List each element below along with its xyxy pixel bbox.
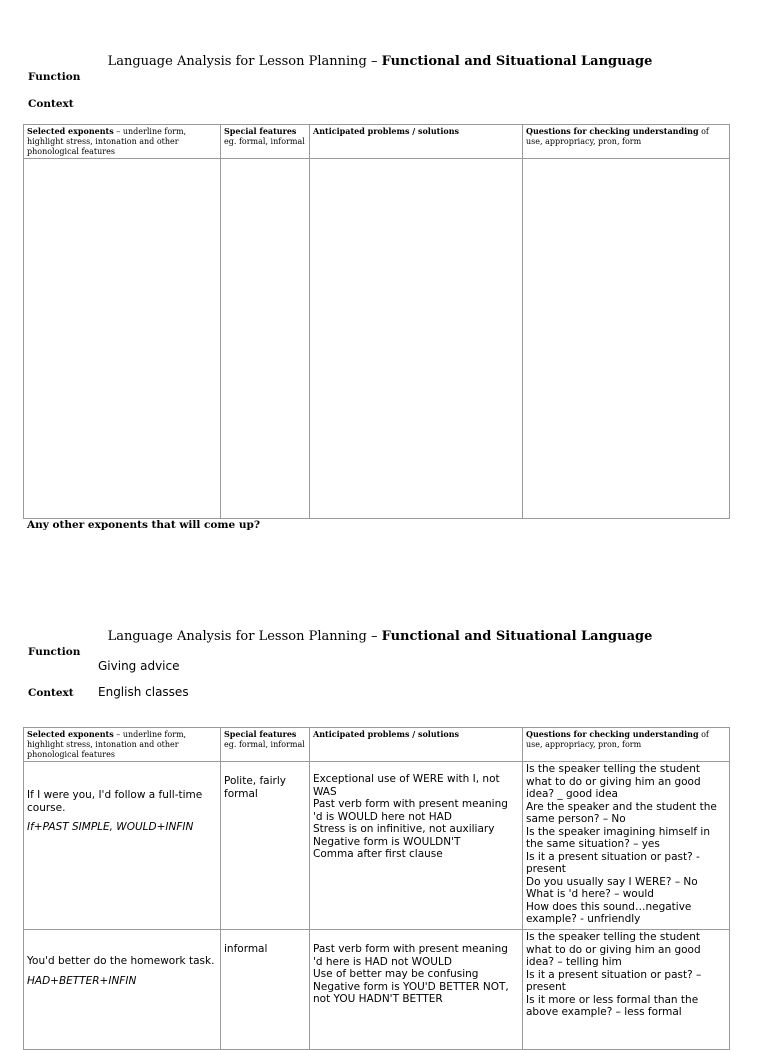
form2-header-features-bold: Special features: [224, 729, 297, 739]
exponent-text: You'd better do the homework task.: [27, 955, 215, 967]
question-line: Do you usually say I WERE? – No: [526, 875, 698, 888]
features-cell: [221, 930, 310, 1050]
question-line: Is it a present situation or past? – present: [526, 968, 702, 993]
question-line: Are the speaker and the student the same person? – No: [526, 800, 717, 825]
problems-cell: [310, 762, 523, 930]
exponent-cell: [24, 762, 221, 930]
form1-header-exponents: [24, 125, 221, 159]
problems-cell: [310, 930, 523, 1050]
exponent-cell: [24, 930, 221, 1050]
question-line: Is the speaker telling the student what to do or giving him an good idea? – telling him: [526, 931, 701, 968]
question-line: Is it a present situation or past? - present: [526, 850, 700, 875]
question-line: Is the speaker imagining himself in the same situation? – yes: [526, 825, 710, 850]
form1-empty-cell: [24, 159, 221, 519]
form2-header-exponents: [24, 728, 221, 762]
table-row: [24, 930, 730, 1050]
question-line: Is the speaker telling the student what to do or giving him an good idea? _ good idea: [526, 763, 701, 800]
problem-line: 'd here is HAD not WOULD: [313, 955, 452, 968]
problem-line: Comma after first clause: [313, 848, 443, 860]
problem-line: Past verb form with present meaning: [313, 798, 508, 810]
form1-header-features-rest: eg. formal, informal: [224, 137, 305, 146]
problem-line: Negative form is WOULDN'T: [313, 835, 461, 848]
features-text: Polite, fairly formal: [224, 775, 286, 800]
form2-context-label: Context: [28, 687, 74, 699]
form2-title-regular: Language Analysis for Lesson Planning –: [107, 629, 382, 644]
form2-function-value: Giving advice: [98, 659, 180, 673]
form1-empty-cell: [523, 159, 730, 519]
form1-header-questions-rest: of use, appropriacy, pron, form: [526, 127, 709, 146]
form1-header-features: [221, 125, 310, 159]
form1-analysis-table: [23, 124, 730, 519]
form2-header-problems-bold: Anticipated problems / solutions: [313, 729, 460, 739]
form1-header-problems: [310, 125, 523, 159]
form1-title-regular: Language Analysis for Lesson Planning –: [107, 54, 382, 69]
questions-cell: [523, 762, 730, 930]
form1-header-features-bold: Special features: [224, 126, 297, 136]
form1-footer-note: Any other exponents that will come up?: [27, 519, 260, 531]
form1-header-exponents-bold: Selected exponents: [27, 126, 114, 136]
problem-line: 'd is WOULD here not HAD: [313, 810, 452, 823]
form2-context-value: English classes: [98, 685, 189, 699]
form1-title: [0, 54, 760, 69]
form2-title: [0, 629, 760, 644]
form1-header-questions: [523, 125, 730, 159]
form1-context-label: Context: [28, 98, 74, 110]
form2-header-features: [221, 728, 310, 762]
exponent-formula: If+PAST SIMPLE, WOULD+INFIN: [27, 821, 194, 833]
form2-analysis-table: [23, 727, 730, 1050]
form1-empty-cell: [310, 159, 523, 519]
form1-header-questions-bold: Questions for checking understanding: [526, 126, 699, 136]
exponent-formula: HAD+BETTER+INFIN: [27, 974, 137, 987]
form2-header-problems: [310, 728, 523, 762]
problem-line: Stress is on infinitive, not auxiliary: [313, 823, 495, 835]
form2-header-features-rest: eg. formal, informal: [224, 740, 305, 749]
questions-cell: [523, 930, 730, 1050]
form2-function-label: Function: [28, 646, 81, 658]
question-line: What is 'd here? – would: [526, 888, 654, 900]
form1-title-bold: Functional and Situational Language: [381, 54, 653, 69]
features-text: informal: [224, 943, 268, 955]
form1-header-exponents-rest: – underline form, highlight stress, intonation and other phonological features: [27, 127, 187, 156]
features-cell: [221, 762, 310, 930]
exponent-text: If I were you, I'd follow a full-time course.: [27, 789, 203, 814]
problem-line: Exceptional use of WERE with I, not WAS: [313, 773, 500, 798]
form2-header-questions-bold: Questions for checking understanding: [526, 729, 699, 739]
problem-line: Negative form is YOU'D BETTER NOT, not YOU HADN'T BETTER: [313, 980, 509, 1005]
form2-header-questions-rest: of use, appropriacy, pron, form: [526, 730, 709, 749]
form2-title-bold: Functional and Situational Language: [381, 629, 653, 644]
form1-empty-cell: [221, 159, 310, 519]
problem-line: Past verb form with present meaning: [313, 943, 508, 955]
table-row: [24, 762, 730, 930]
question-line: Is it more or less formal than the above example? – less formal: [526, 993, 699, 1018]
question-line: How does this sound…negative example? - unfriendly: [526, 900, 692, 925]
form1-function-label: Function: [28, 71, 81, 83]
form2-header-questions: [523, 728, 730, 762]
form2-header-exponents-bold: Selected exponents: [27, 729, 114, 739]
form2-header-exponents-rest: – underline form, highlight stress, intonation and other phonological features: [27, 730, 187, 759]
problem-line: Use of better may be confusing: [313, 968, 479, 980]
form1-header-problems-bold: Anticipated problems / solutions: [313, 126, 460, 136]
